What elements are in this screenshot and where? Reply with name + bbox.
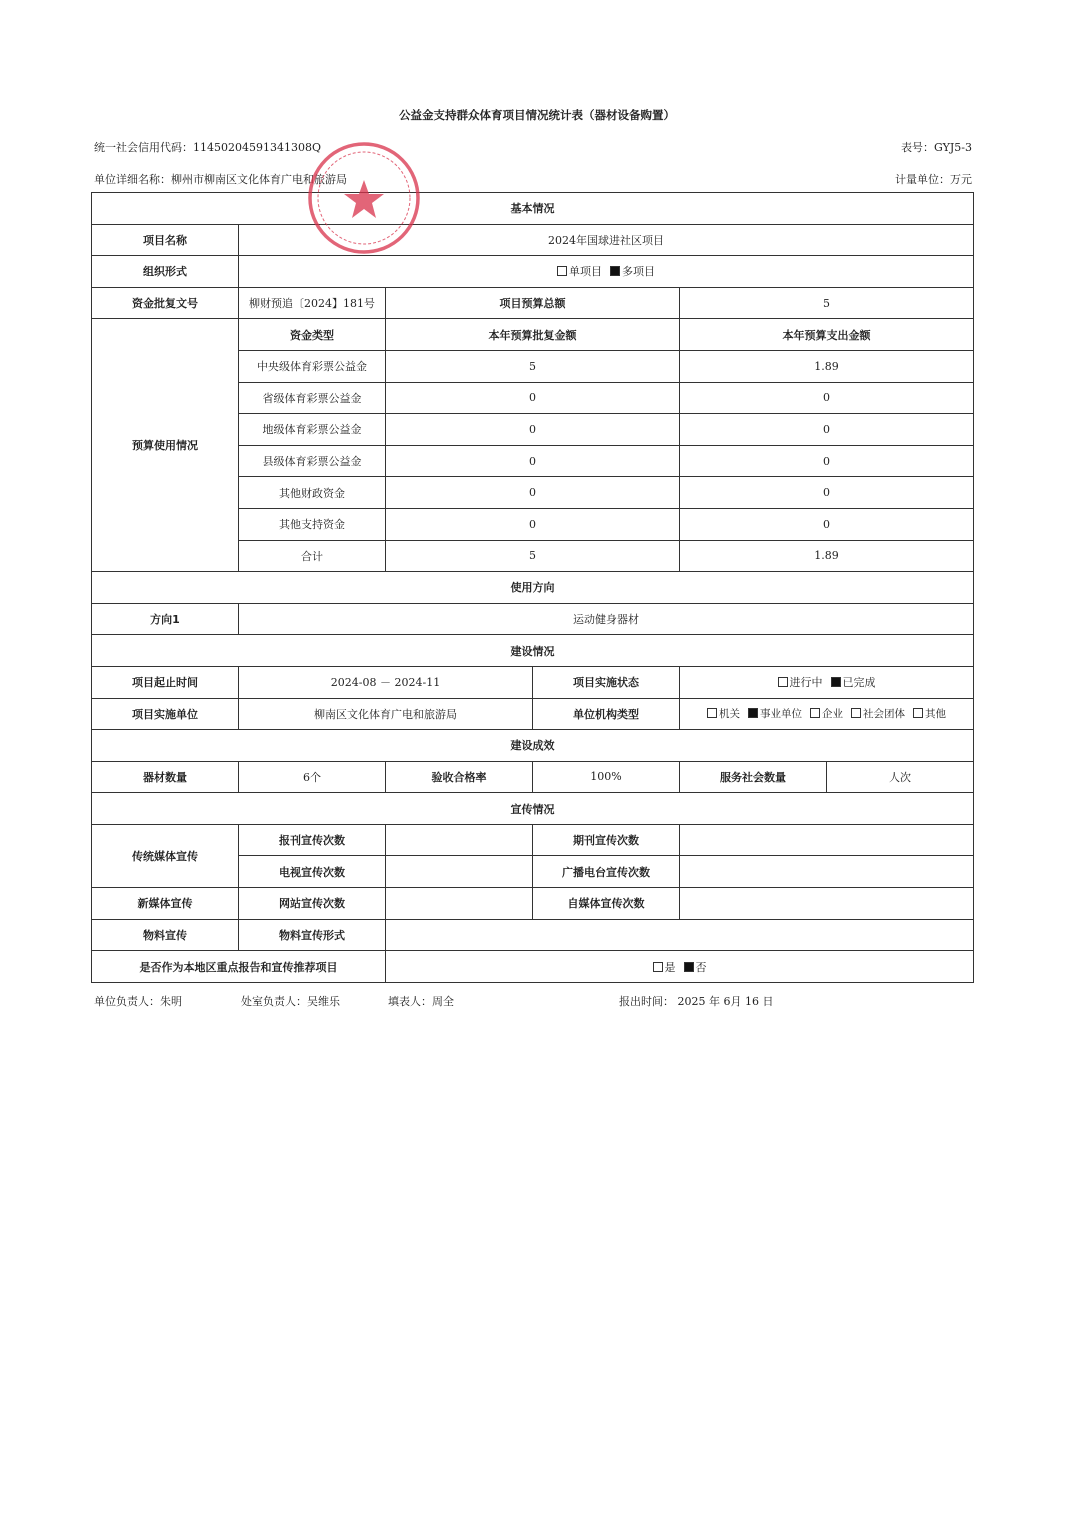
section-basic: 基本情况 bbox=[92, 193, 974, 225]
checked-box-icon[interactable] bbox=[748, 708, 758, 718]
equip-count-label: 器材数量 bbox=[92, 761, 239, 793]
approved-amount: 5 bbox=[386, 540, 680, 572]
official-seal-icon bbox=[306, 140, 422, 256]
fund-type: 中央级体育彩票公益金 bbox=[239, 350, 386, 382]
section-construction: 建设情况 bbox=[92, 635, 974, 667]
key-project-options bbox=[386, 951, 974, 983]
unchecked-box-icon[interactable] bbox=[778, 677, 788, 687]
unchecked-box-icon[interactable] bbox=[653, 962, 663, 972]
filler: 填表人：周全 bbox=[388, 995, 454, 1008]
unchecked-box-icon[interactable] bbox=[851, 708, 861, 718]
tv-label: 电视宣传次数 bbox=[239, 856, 386, 888]
checkbox-option[interactable] bbox=[913, 706, 946, 721]
period-label: 项目起止时间 bbox=[92, 666, 239, 698]
checkbox-label: 进行中 bbox=[789, 676, 823, 690]
fund-doc-value: 柳财预追〔2024】181号 bbox=[239, 287, 386, 319]
checkbox-option[interactable] bbox=[748, 706, 802, 721]
dept-head: 处室负责人：吴维乐 bbox=[241, 995, 340, 1008]
checkbox-label: 是 bbox=[664, 960, 676, 974]
equip-count-value: 6个 bbox=[239, 761, 386, 793]
checkbox-option[interactable] bbox=[810, 706, 843, 721]
checkbox-label: 否 bbox=[695, 960, 707, 974]
org-type-options bbox=[680, 698, 974, 730]
served-value: 人次 bbox=[827, 761, 974, 793]
traditional-media-label: 传统媒体宣传 bbox=[92, 824, 239, 887]
budget-total-label: 项目预算总额 bbox=[386, 287, 680, 319]
section-promotion: 宣传情况 bbox=[92, 793, 974, 825]
unchecked-box-icon[interactable] bbox=[707, 708, 717, 718]
approved-amount: 0 bbox=[386, 508, 680, 540]
status-options bbox=[680, 666, 974, 698]
checkbox-label: 其他 bbox=[925, 708, 947, 721]
org-form-label: 组织形式 bbox=[92, 256, 239, 288]
self-media-value bbox=[680, 888, 974, 920]
budget-total-value: 5 bbox=[680, 287, 974, 319]
status-label: 项目实施状态 bbox=[533, 666, 680, 698]
statistics-table bbox=[91, 192, 974, 983]
form-number: 表号：GYJ5-3 bbox=[901, 141, 972, 154]
approved-amount: 0 bbox=[386, 414, 680, 446]
spent-amount: 1.89 bbox=[680, 540, 974, 572]
unit-measure: 计量单位：万元 bbox=[895, 173, 972, 186]
org-type-label: 单位机构类型 bbox=[533, 698, 680, 730]
period-value: 2024-08 － 2024-11 bbox=[239, 666, 533, 698]
key-project-label: 是否作为本地区重点报告和宣传推荐项目 bbox=[92, 951, 386, 983]
checkbox-label: 多项目 bbox=[622, 265, 656, 279]
seal-star bbox=[344, 180, 384, 218]
impl-unit-label: 项目实施单位 bbox=[92, 698, 239, 730]
unchecked-box-icon[interactable] bbox=[557, 266, 567, 276]
spent-amount: 1.89 bbox=[680, 350, 974, 382]
newspaper-label: 报刊宣传次数 bbox=[239, 824, 386, 856]
radio-label: 广播电台宣传次数 bbox=[533, 856, 680, 888]
approved-amount: 0 bbox=[386, 382, 680, 414]
approved-amount: 5 bbox=[386, 350, 680, 382]
unchecked-box-icon[interactable] bbox=[913, 708, 923, 718]
material-form-value bbox=[386, 919, 974, 951]
project-name-value: 2024年国球进社区项目 bbox=[239, 224, 974, 256]
org-form-options bbox=[239, 256, 974, 288]
approved-amount: 0 bbox=[386, 445, 680, 477]
unit-head: 单位负责人：朱明 bbox=[94, 995, 182, 1008]
fund-type: 县级体育彩票公益金 bbox=[239, 445, 386, 477]
fund-type: 其他支持资金 bbox=[239, 508, 386, 540]
new-media-label: 新媒体宣传 bbox=[92, 888, 239, 920]
website-label: 网站宣传次数 bbox=[239, 888, 386, 920]
report-time: 报出时间： 2025 年 6月 16 日 bbox=[619, 995, 774, 1008]
budget-header-type: 资金类型 bbox=[239, 319, 386, 351]
form-title: 公益金支持群众体育项目情况统计表（器材设备购置） bbox=[399, 108, 675, 122]
checkbox-label: 企业 bbox=[822, 708, 844, 721]
spent-amount: 0 bbox=[680, 445, 974, 477]
checkbox-label: 社会团体 bbox=[863, 708, 906, 721]
newspaper-value bbox=[386, 824, 533, 856]
checkbox-option[interactable] bbox=[610, 263, 655, 279]
impl-unit-value: 柳南区文化体育广电和旅游局 bbox=[239, 698, 533, 730]
project-name-label: 项目名称 bbox=[92, 224, 239, 256]
pass-rate-label: 验收合格率 bbox=[386, 761, 533, 793]
checkbox-label: 机关 bbox=[719, 708, 741, 721]
checked-box-icon[interactable] bbox=[684, 962, 694, 972]
periodical-value bbox=[680, 824, 974, 856]
spent-amount: 0 bbox=[680, 477, 974, 509]
approved-amount: 0 bbox=[386, 477, 680, 509]
credit-code: 统一社会信用代码：11450204591341308Q bbox=[94, 141, 321, 154]
radio-value bbox=[680, 856, 974, 888]
budget-header-spent: 本年预算支出金额 bbox=[680, 319, 974, 351]
checkbox-option[interactable] bbox=[831, 674, 876, 690]
pass-rate-value: 100% bbox=[533, 761, 680, 793]
spent-amount: 0 bbox=[680, 414, 974, 446]
checked-box-icon[interactable] bbox=[831, 677, 841, 687]
checkbox-option[interactable] bbox=[684, 959, 707, 975]
checkbox-label: 单项目 bbox=[569, 265, 603, 279]
material-label: 物料宣传 bbox=[92, 919, 239, 951]
checkbox-option[interactable] bbox=[557, 263, 602, 279]
direction-value: 运动健身器材 bbox=[239, 603, 974, 635]
checkbox-option[interactable] bbox=[653, 959, 676, 975]
fund-doc-label: 资金批复文号 bbox=[92, 287, 239, 319]
served-label: 服务社会数量 bbox=[680, 761, 827, 793]
section-results: 建设成效 bbox=[92, 730, 974, 762]
fund-type: 合计 bbox=[239, 540, 386, 572]
checkbox-option[interactable] bbox=[851, 706, 905, 721]
budget-usage-label: 预算使用情况 bbox=[92, 319, 239, 572]
budget-header-approved: 本年预算批复金额 bbox=[386, 319, 680, 351]
unchecked-box-icon[interactable] bbox=[810, 708, 820, 718]
checked-box-icon[interactable] bbox=[610, 266, 620, 276]
fund-type: 省级体育彩票公益金 bbox=[239, 382, 386, 414]
section-usage: 使用方向 bbox=[92, 572, 974, 604]
self-media-label: 自媒体宣传次数 bbox=[533, 888, 680, 920]
tv-value bbox=[386, 856, 533, 888]
spent-amount: 0 bbox=[680, 508, 974, 540]
fund-type: 地级体育彩票公益金 bbox=[239, 414, 386, 446]
checkbox-label: 已完成 bbox=[842, 676, 876, 690]
spent-amount: 0 bbox=[680, 382, 974, 414]
checkbox-option[interactable] bbox=[707, 706, 740, 721]
checkbox-label: 事业单位 bbox=[760, 708, 803, 721]
website-value bbox=[386, 888, 533, 920]
unit-name: 单位详细名称：柳州市柳南区文化体育广电和旅游局 bbox=[94, 173, 347, 186]
fund-type: 其他财政资金 bbox=[239, 477, 386, 509]
checkbox-option[interactable] bbox=[778, 674, 823, 690]
direction-label: 方向1 bbox=[92, 603, 239, 635]
periodical-label: 期刊宣传次数 bbox=[533, 824, 680, 856]
material-form-label: 物料宣传形式 bbox=[239, 919, 386, 951]
